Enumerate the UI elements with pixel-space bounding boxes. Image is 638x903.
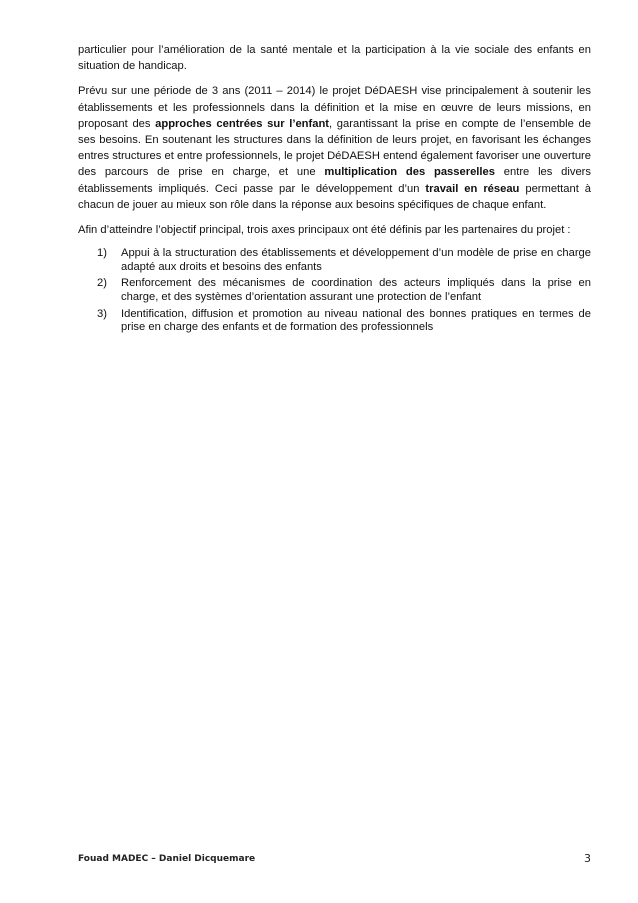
list-item	[78, 247, 591, 274]
document-page	[78, 42, 591, 338]
list-number: 1)	[97, 247, 107, 260]
paragraph	[78, 83, 591, 213]
emphasis-text: multiplication des passerelles	[324, 166, 495, 179]
list-item	[78, 277, 591, 304]
list-item-text: Appui à la structuration des établissements et développement d’un modèle de prise en charge adapté aux droits et besoins des enfants	[121, 247, 591, 273]
emphasis-text: travail en réseau	[425, 182, 520, 195]
text-segment: permettant à chacun de jouer au mieux son rôle dans la réponse aux besoins spécifiques de chaque enfant.	[78, 182, 591, 211]
text-segment: particulier pour l’amélioration de la santé mentale et la participation à la vie sociale des enfants en situation de handicap.	[78, 44, 591, 73]
list-number: 3)	[97, 307, 107, 320]
text-segment: , garantissant la prise en compte de l’ensemble de ses besoins. En soutenant les structures dans la définition de leurs projet, en favorisant les échanges entres structures et entre professionnels, le projet DéDAESH entend également favoriser une ouverture des parcours de prise en charge, et une	[78, 117, 591, 179]
text-segment: Prévu sur une période de 3 ans (2011 – 2014) le projet DéDAESH vise principalement à soutenir les établissements et les professionnels dans la définition et la mise en œuvre de leurs missions, en proposant des	[78, 85, 591, 130]
list-item-text: Renforcement des mécanismes de coordination des acteurs impliqués dans la prise en charge, et des systèmes d’orientation assurant une protection de l’enfant	[121, 277, 591, 304]
list-item-text: Identification, diffusion et promotion au niveau national des bonnes pratiques en termes de prise en charge des enfants et de formation des professionnels	[121, 307, 591, 334]
body-text	[78, 42, 591, 238]
paragraph	[78, 42, 591, 74]
footer-authors: Fouad MADEC – Daniel Dicquemare	[78, 854, 256, 864]
axes-list	[78, 247, 591, 335]
list-item	[78, 308, 591, 335]
paragraph	[78, 222, 591, 238]
list-number: 2)	[97, 277, 107, 290]
text-segment: entre les divers établissements impliqués. Ceci passe par le développement d’un	[78, 166, 592, 195]
page-number: 3	[584, 852, 591, 865]
text-segment: Afin d’atteindre l’objectif principal, trois axes principaux ont été définis par les partenaires du projet :	[78, 224, 571, 237]
emphasis-text: approches centrées sur l’enfant	[155, 117, 330, 130]
